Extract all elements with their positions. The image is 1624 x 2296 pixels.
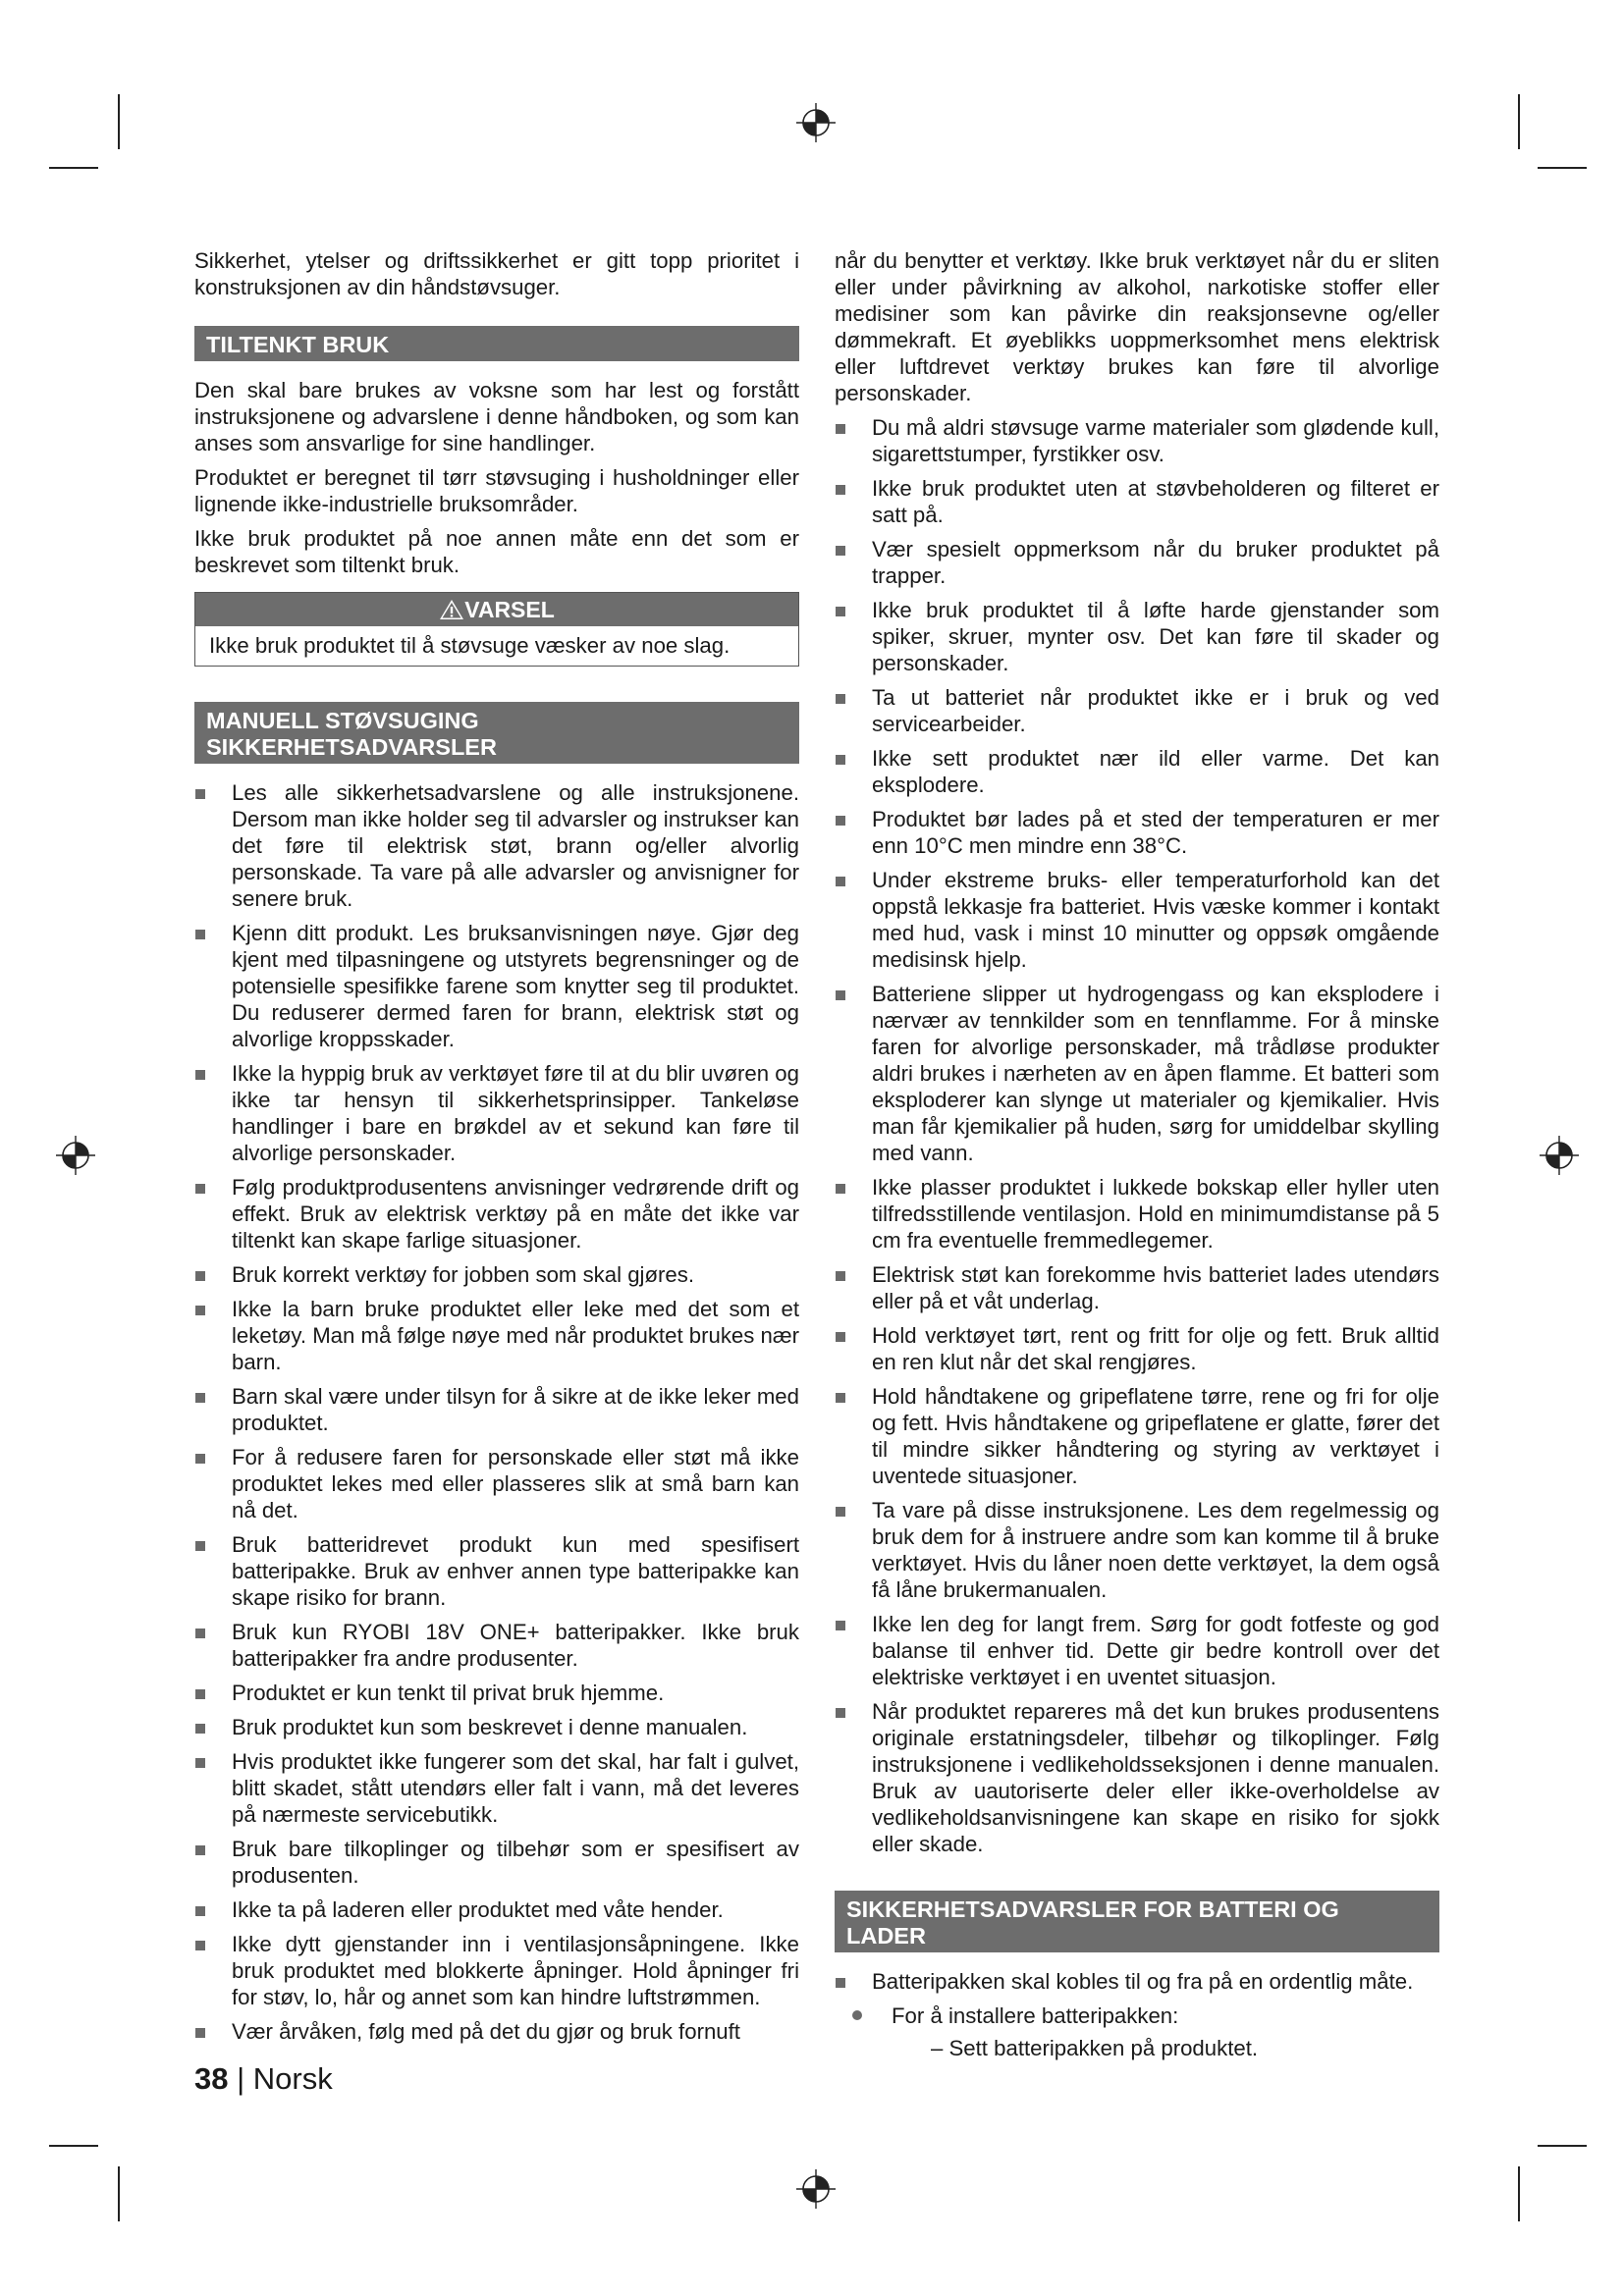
right-column	[835, 247, 1439, 2067]
bullet-square-icon	[836, 1708, 845, 1718]
list-item: Ta vare på disse instruksjonene. Les dem regelmessig og bruk dem for å instruere andre som kan komme til å bruke verktøyet. Hvis du låner noen dette verktøyet, la dem også få låne brukermanualen.	[835, 1497, 1439, 1603]
list-item: Hold håndtakene og gripeflatene tørre, rene og fri for olje og fett. Hvis håndtakene og gripeflatene er glatte, fører det til mindre sikker håndtering og styring av verktøyet i uventede situasjoner.	[835, 1383, 1439, 1489]
bullet-square-icon	[836, 1621, 845, 1630]
footer-language: Norsk	[252, 2061, 333, 2096]
safety-list-continued	[835, 414, 1439, 1857]
list-item: Bruk korrekt verktøy for jobben som skal gjøres.	[194, 1261, 799, 1288]
crop-mark	[49, 2145, 98, 2147]
list-item: Kjenn ditt produkt. Les bruksanvisningen nøye. Gjør deg kjent med tilpasningene og utstyrets begrensninger og de potensielle spesifikke farene som knytter seg til produktet. Du reduserer dermed faren for brann, elektrisk støt og alvorlige kroppsskader.	[194, 920, 799, 1052]
heading-line: MANUELL STØVSUGING	[206, 708, 479, 733]
list-item: Bruk kun RYOBI 18V ONE+ batteripakker. Ikke bruk batteripakker fra andre produsenter.	[194, 1619, 799, 1672]
bullet-square-icon	[195, 2028, 205, 2038]
page-number: 38	[194, 2061, 229, 2096]
bullet-square-icon	[195, 1724, 205, 1734]
crop-mark	[118, 94, 120, 149]
paragraph: Ikke bruk produktet på noe annen måte enn det som er beskrevet som tiltenkt bruk.	[194, 526, 799, 577]
list-item: Batteripakken skal kobles til og fra på en ordentlig måte.	[835, 1968, 1439, 1995]
bullet-square-icon	[195, 1845, 205, 1855]
paragraph: Produktet er beregnet til tørr støvsuging i husholdninger eller lignende ikke-industrielle bruksområder.	[194, 465, 799, 516]
section-heading-intended-use: TILTENKT BRUK	[194, 326, 799, 361]
crop-mark	[1538, 2145, 1587, 2147]
warning-text: Ikke bruk produktet til å støvsuge væsker av noe slag.	[209, 633, 731, 658]
list-item: Ikke ta på laderen eller produktet med våte hender.	[194, 1896, 799, 1923]
list-item: Ikke bruk produktet til å løfte harde gjenstander som spiker, skruer, mynter osv. Det kan føre til skader og personskader.	[835, 597, 1439, 676]
bullet-square-icon	[195, 1758, 205, 1768]
list-item: Produktet bør lades på et sted der temperaturen er mer enn 10°C men mindre enn 38°C.	[835, 806, 1439, 859]
bullet-square-icon	[836, 485, 845, 495]
heading-line: LADER	[846, 1923, 926, 1949]
crop-mark	[1518, 2166, 1520, 2221]
intro-paragraph: Sikkerhet, ytelser og driftssikkerhet er gitt topp prioritet i konstruksjonen av din håndstøvsuger.	[194, 248, 799, 299]
section-heading-manual-safety	[194, 702, 799, 764]
list-item: Ikke bruk produktet uten at støvbeholderen og filteret er satt på.	[835, 475, 1439, 528]
heading-line: SIKKERHETSADVARSLER FOR BATTERI OG	[846, 1896, 1339, 1922]
bullet-square-icon	[836, 816, 845, 826]
bullet-square-icon	[195, 1070, 205, 1080]
list-item: Under ekstreme bruks- eller temperaturforhold kan det oppstå lekkasje fra batteriet. Hvis væske kommer i kontakt med hud, vask i minst 10 minutter og oppsøk omgående medisinsk hjelp.	[835, 867, 1439, 973]
sub-list-item: For å installere batteripakken: – Sett batteripakken på produktet.	[835, 2002, 1439, 2061]
registration-mark-icon	[1540, 1136, 1579, 1175]
bullet-square-icon	[195, 1271, 205, 1281]
list-item: Barn skal være under tilsyn for å sikre at de ikke leker med produktet.	[194, 1383, 799, 1436]
warning-triangle-icon	[439, 599, 464, 620]
list-item: Elektrisk støt kan forekomme hvis batteriet lades utendørs eller på et våt underlag.	[835, 1261, 1439, 1314]
battery-safety-list	[835, 1968, 1439, 1995]
crop-mark	[49, 167, 98, 169]
bullet-square-icon	[195, 1454, 205, 1464]
bullet-square-icon	[836, 1184, 845, 1194]
warning-header	[195, 593, 798, 626]
crop-mark	[1518, 94, 1520, 149]
bullet-square-icon	[195, 1393, 205, 1403]
page-footer	[194, 2061, 333, 2097]
bullet-square-icon	[195, 1941, 205, 1950]
bullet-square-icon	[836, 990, 845, 1000]
list-item: Batteriene slipper ut hydrogengass og kan eksplodere i nærvær av tennkilder som en tennflamme. For å minske faren for alvorlige personskader, må trådløse produkter aldri brukes i nærheten av en åpen flamme. Et batteri som eksploderer kan slynge ut materialer og kjemikalier. Hvis man får kjemikalier på huden, sørg for umiddelbar skylling med vann.	[835, 981, 1439, 1166]
list-item: Du må aldri støvsuge varme materialer som glødende kull, sigarettstumper, fyrstikker osv.	[835, 414, 1439, 467]
footer-separator: |	[237, 2061, 245, 2096]
registration-mark-icon	[796, 2169, 836, 2209]
list-item: Vær årvåken, følg med på det du gjør og bruk fornuft	[194, 2018, 799, 2045]
manual-safety-list	[194, 779, 799, 2045]
list-item: Hold verktøyet tørt, rent og fritt for olje og fett. Bruk alltid en ren klut når det skal rengjøres.	[835, 1322, 1439, 1375]
left-column	[194, 247, 799, 2053]
crop-mark	[1538, 167, 1587, 169]
list-item: Ikke sett produktet nær ild eller varme. Det kan eksplodere.	[835, 745, 1439, 798]
continued-paragraph: når du benytter et verktøy. Ikke bruk verktøyet når du er sliten eller under påvirkning av alkohol, narkotiske stoffer eller medisiner som kan påvirke din reaksjonsevne og/eller dømmekraft. Et øyeblikks uoppmerksomhet mens elektrisk eller luftdrevet verktøy brukes kan føre til alvorlige personskader.	[835, 248, 1439, 405]
registration-mark-icon	[56, 1136, 95, 1175]
bullet-square-icon	[836, 877, 845, 886]
bullet-square-icon	[836, 694, 845, 704]
heading-line: SIKKERHETSADVARSLER	[206, 734, 497, 760]
list-item: Ikke dytt gjenstander inn i ventilasjonsåpningene. Ikke bruk produktet med blokkerte åpninger. Hold åpninger fri for støv, lo, hår og annet som kan hindre luftstrømmen.	[194, 1931, 799, 2010]
list-item: Les alle sikkerhetsadvarslene og alle instruksjonene. Dersom man ikke holder seg til advarsler og instrukser kan det føre til elektrisk støt, brann og/eller alvorlig personskade. Ta vare på alle advarsler og anvisnigner for senere bruk.	[194, 779, 799, 912]
list-item: Ikke len deg for langt frem. Sørg for godt fotfeste og god balanse til enhver tid. Dette gir bedre kontroll over det elektriske verktøyet i en uventet situasjon.	[835, 1611, 1439, 1690]
bullet-square-icon	[195, 1906, 205, 1916]
bullet-square-icon	[836, 1393, 845, 1403]
list-item: Bruk bare tilkoplinger og tilbehør som er spesifisert av produsenten.	[194, 1836, 799, 1889]
paragraph: Den skal bare brukes av voksne som har lest og forstått instruksjonene og advarslene i denne håndboken, og som kan anses som ansvarlige for sine handlinger.	[194, 378, 799, 455]
bullet-square-icon	[836, 424, 845, 434]
list-item: Ikke plasser produktet i lukkede bokskap eller hyller uten tilfredsstillende ventilasjon. Hold en minimumdistanse på 5 cm fra eventuelle fremmedlegemer.	[835, 1174, 1439, 1254]
bullet-square-icon	[836, 1332, 845, 1342]
bullet-square-icon	[195, 1689, 205, 1699]
list-item: Vær spesielt oppmerksom når du bruker produktet på trapper.	[835, 536, 1439, 589]
crop-mark	[118, 2166, 120, 2221]
list-item: Ta ut batteriet når produktet ikke er i bruk og ved servicearbeider.	[835, 684, 1439, 737]
bullet-square-icon	[836, 546, 845, 556]
bullet-square-icon	[195, 789, 205, 799]
list-item: Ikke la hyppig bruk av verktøyet føre til at du blir uvøren og ikke tar hensyn til sikkerhetsprinsipper. Tankeløse handlinger i bare en brøkdel av et sekund kan føre til alvorlige personskader.	[194, 1060, 799, 1166]
list-item: Produktet er kun tenkt til privat bruk hjemme.	[194, 1680, 799, 1706]
bullet-square-icon	[836, 755, 845, 765]
warning-box	[194, 592, 799, 667]
bullet-dot-icon	[852, 2010, 862, 2020]
warning-title: VARSEL	[464, 597, 555, 622]
list-item: Når produktet repareres må det kun brukes produsentens originale erstatningsdeler, tilbehør og tilkoplinger. Følg instruksjonene i vedlikeholdsseksjonen i denne manualen. Bruk av uautoriserte deler eller ikke-overholdelse av vedlikeholdsanvisningene kan skape en risiko for sjokk eller skade.	[835, 1698, 1439, 1857]
list-item: Ikke la barn bruke produktet eller leke med det som et leketøy. Man må følge nøye med når produktet brukes nær barn.	[194, 1296, 799, 1375]
section-heading-battery-charger	[835, 1891, 1439, 1952]
bullet-square-icon	[195, 930, 205, 939]
bullet-square-icon	[836, 1507, 845, 1517]
sub-sub-list-item: – Sett batteripakken på produktet.	[931, 2036, 1259, 2060]
list-item: For å redusere faren for personskade eller støt må ikke produktet lekes med eller plasseres slik at små barn kan nå det.	[194, 1444, 799, 1523]
bullet-square-icon	[195, 1541, 205, 1551]
bullet-square-icon	[836, 1271, 845, 1281]
bullet-square-icon	[836, 1978, 845, 1988]
bullet-square-icon	[836, 607, 845, 616]
bullet-square-icon	[195, 1629, 205, 1638]
bullet-square-icon	[195, 1184, 205, 1194]
list-item: Bruk produktet kun som beskrevet i denne manualen.	[194, 1714, 799, 1740]
bullet-square-icon	[195, 1306, 205, 1315]
list-item: Bruk batteridrevet produkt kun med spesifisert batteripakke. Bruk av enhver annen type batteripakke kan skape risiko for brann.	[194, 1531, 799, 1611]
list-item: Hvis produktet ikke fungerer som det skal, har falt i gulvet, blitt skadet, stått utendørs eller falt i vann, må det leveres på nærmeste servicebutikk.	[194, 1748, 799, 1828]
registration-mark-icon	[796, 103, 836, 142]
list-item: Følg produktprodusentens anvisninger vedrørende drift og effekt. Bruk av elektrisk verktøy på en måte det ikke var tiltenkt kan skape farlige situasjoner.	[194, 1174, 799, 1254]
